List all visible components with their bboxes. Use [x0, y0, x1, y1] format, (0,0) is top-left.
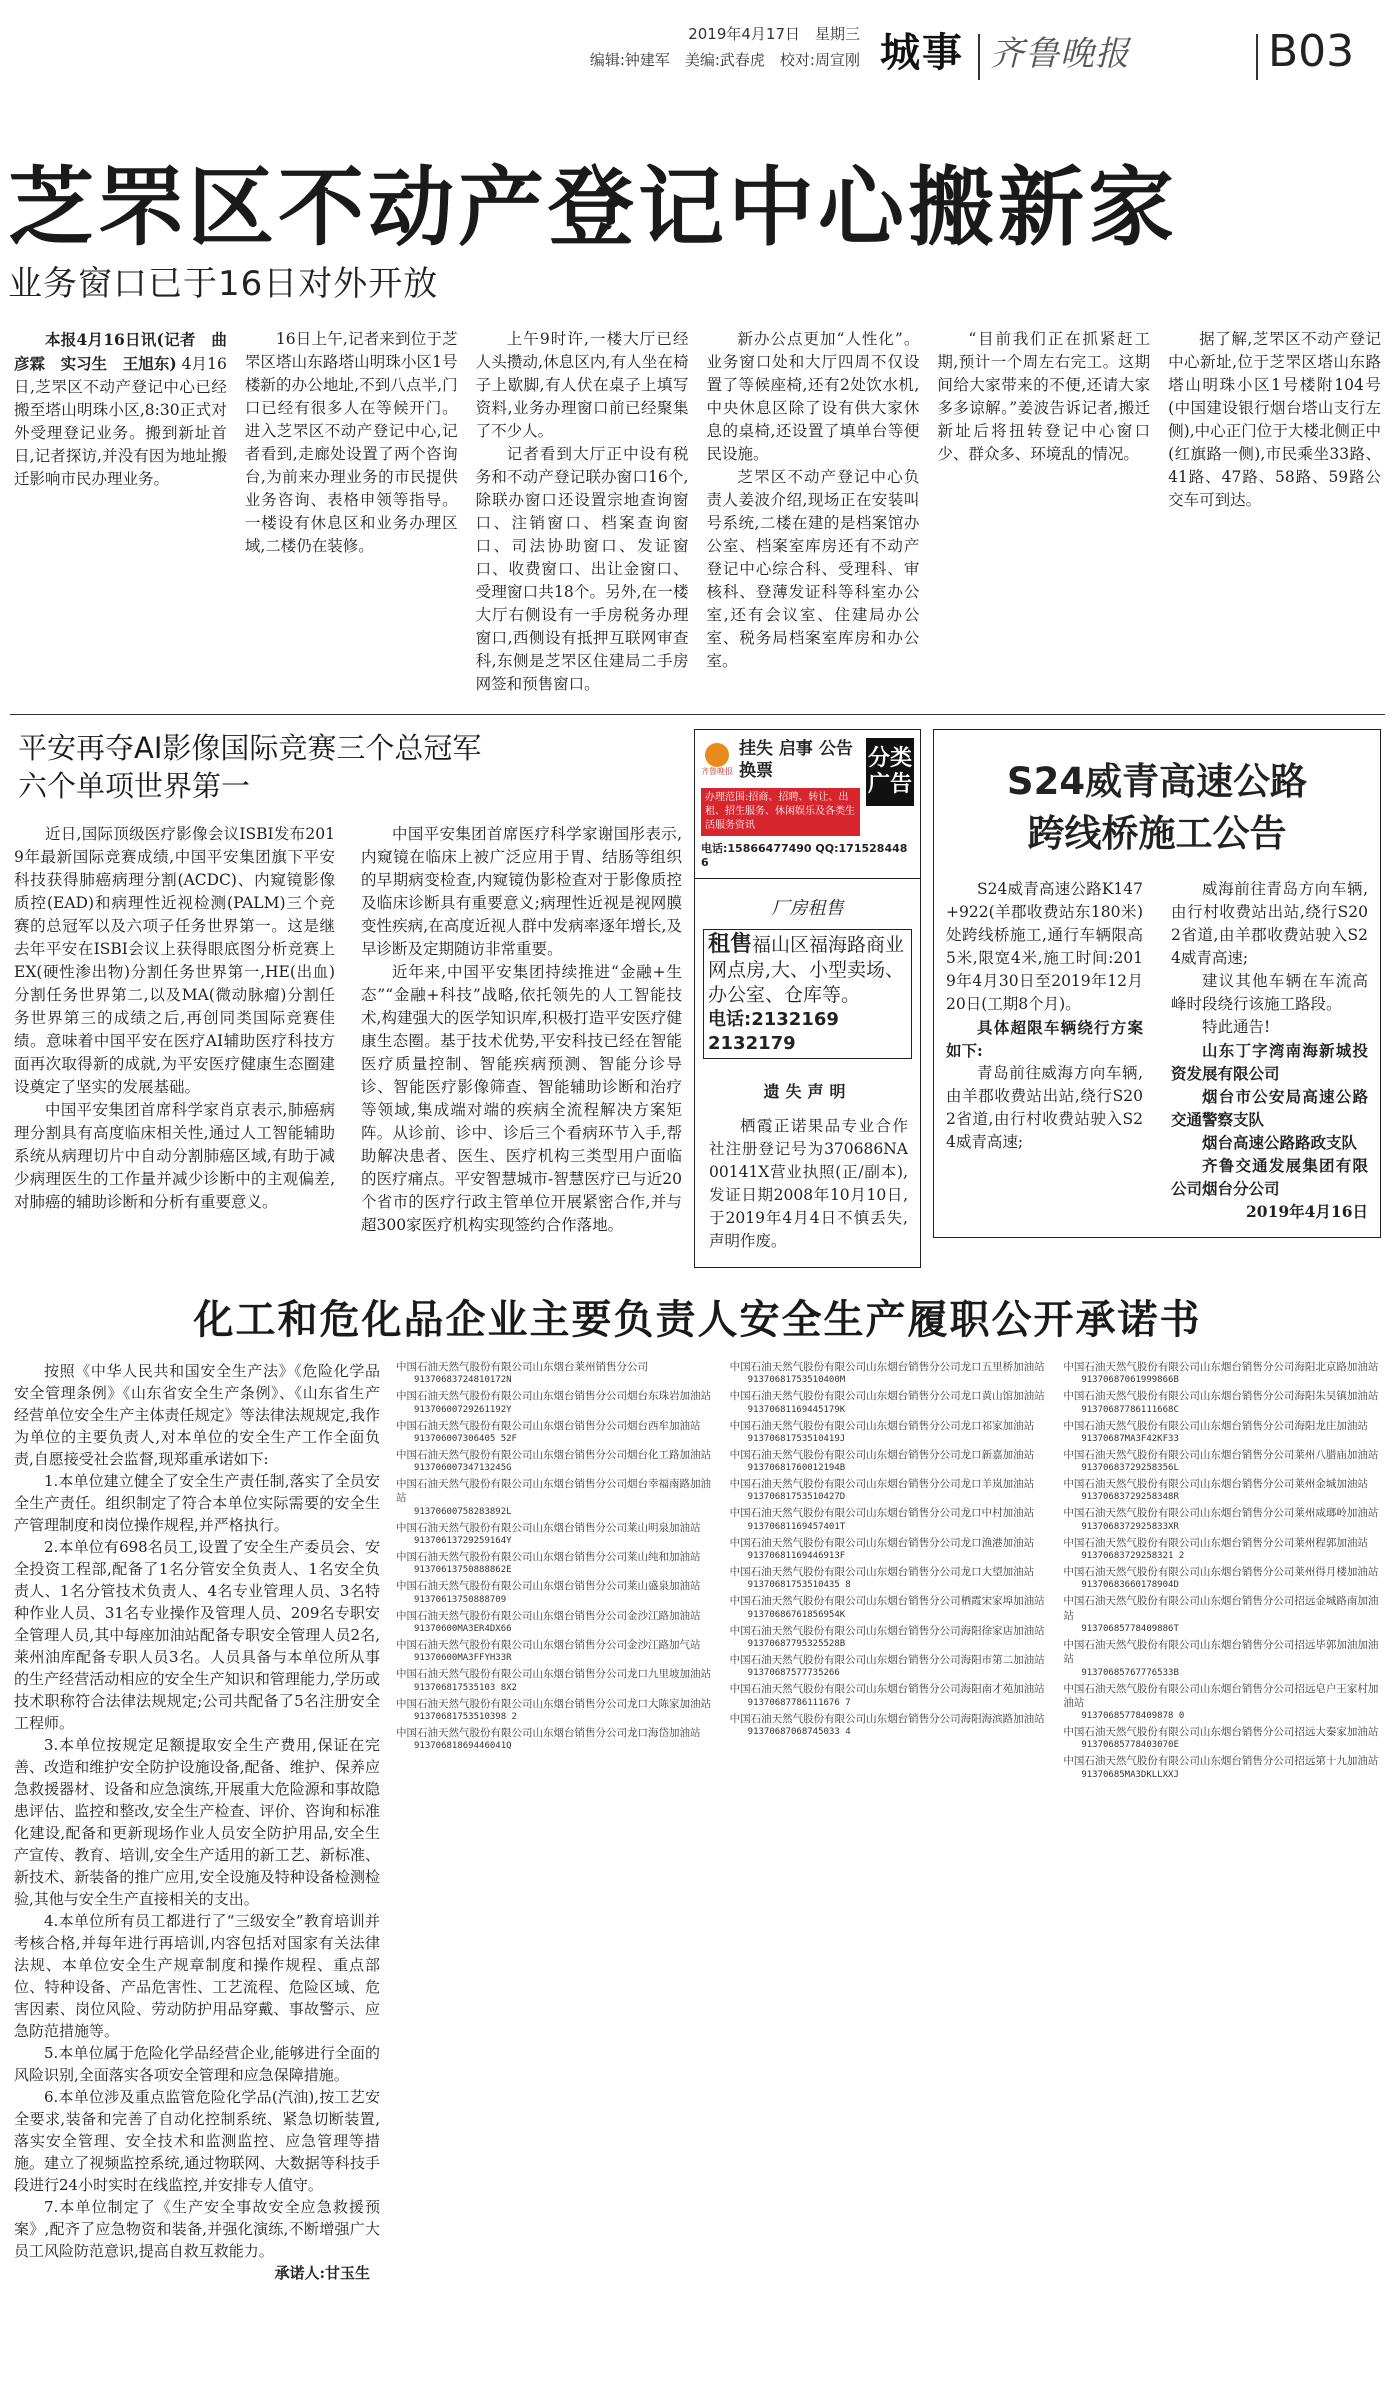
- station-name: 中国石油天然气股份有限公司山东烟台销售分公司烟台化工路加油站: [396, 1448, 711, 1461]
- station-entry: [396, 1638, 714, 1665]
- station-name: 中国石油天然气股份有限公司山东烟台莱州销售分公司: [396, 1361, 648, 1373]
- station-credit-code: 91370600729261192Y: [414, 1404, 512, 1415]
- station-entry: [396, 1521, 714, 1548]
- lead-article-body: [476, 328, 689, 696]
- station-entry: [396, 1477, 714, 1519]
- station-entry: [396, 1419, 714, 1446]
- station-credit-code: 91370681760012194B: [747, 1463, 846, 1474]
- issue-date: 2019年4月17日 星期三: [688, 25, 860, 43]
- station-list: [1063, 1360, 1381, 1784]
- station-name: 中国石油天然气股份有限公司山东烟台销售分公司招远皂户王家村加油站: [1063, 1682, 1379, 1709]
- s24-notice-title: [946, 756, 1368, 860]
- station-name: 中国石油天然气股份有限公司山东烟台销售分公司龙口祁家加油站: [729, 1419, 1035, 1432]
- classified-contact: 电话:15866477490 QQ:1715284486: [701, 842, 908, 869]
- station-name: 中国石油天然气股份有限公司山东烟台销售分公司烟台东珠岩加油站: [396, 1390, 711, 1403]
- station-name: 中国石油天然气股份有限公司山东烟台销售分公司烟台幸福南路加油站: [396, 1478, 711, 1505]
- station-name: 中国石油天然气股份有限公司山东烟台销售分公司招远金城路南加油站: [1063, 1595, 1379, 1622]
- editor-credits: 编辑:钟建军 美编:武春虎 校对:周宣刚: [589, 51, 860, 69]
- station-credit-code: 91370681753510419J: [747, 1433, 846, 1444]
- station-entry: [396, 1726, 714, 1753]
- classified-scope: 办理范围:招商、招聘、转让、出租、招生服务、休闲娱乐及各类生活服务资讯: [701, 788, 860, 836]
- station-entry: [730, 1536, 1048, 1563]
- section-divider: [10, 714, 1385, 715]
- page-number: B03: [1268, 26, 1355, 77]
- station-entry: [396, 1667, 714, 1694]
- closing: 特此通告!: [1202, 1018, 1271, 1036]
- station-credit-code: 91370600734713245G: [414, 1463, 512, 1474]
- station-name: 中国石油天然气股份有限公司山东烟台销售分公司莱州得月楼加油站: [1063, 1566, 1379, 1579]
- station-credit-code: 91370686761856954K: [747, 1609, 846, 1620]
- station-entry: [1063, 1448, 1381, 1475]
- station-credit-code: 91370687061999866B: [1081, 1375, 1179, 1386]
- station-entry: [1063, 1565, 1381, 1592]
- issuer: 烟台高速公路路政支队: [1202, 1133, 1358, 1152]
- paragraph: 1.本单位建立健全了安全生产责任制,落实了全员安全生产责任。组织制定了符合本单位实际需要的安全生产管理制度和岗位操作规程,并严格执行。: [14, 1472, 380, 1534]
- station-name: 中国石油天然气股份有限公司山东烟台销售分公司莱州金城加油站: [1063, 1478, 1368, 1491]
- station-name: 中国石油天然气股份有限公司山东烟台销售分公司海阳南才苑加油站: [729, 1683, 1045, 1696]
- station-name: 中国石油天然气股份有限公司山东烟台销售分公司龙口羊岚加油站: [729, 1478, 1035, 1491]
- station-entry: [396, 1609, 714, 1636]
- newspaper-logo: 齐鲁晚报: [990, 34, 1130, 74]
- station-entry: [1063, 1419, 1381, 1446]
- paragraph: “目前我们正在抓紧赶工期,预计一个周左右完工。这期间给大家带来的不便,还请大家多多谅解。”姜波告诉记者,搬迁新址后将扭转登记中心窗口少、群众多、环境乱的情况。: [937, 330, 1151, 463]
- paragraph: 栖霞正诺果品专业合作社注册登记号为370686NA00141X营业执照(正/副本),发证日期2008年10月10日,于2019年4月4日不慎丢失,声明作废。: [709, 1117, 908, 1250]
- paragraph: 据了解,芝罘区不动产登记中心新址,位于芝罘区塔山东路塔山明珠小区1号楼附104号(中国建设银行烟台塔山支行左侧),中心正门位于大楼北侧正中(红旗路一侧),市民乘坐33路、41路、47路、58路、59路公交车可到达。: [1168, 330, 1381, 509]
- station-credit-code: 91370687068745033 4: [747, 1726, 851, 1737]
- station-list: [730, 1360, 1048, 1741]
- masthead-divider: [978, 34, 980, 80]
- paragraph: 2.本单位有698名员工,设置了安全生产委员会、安全投资工程部,配备了1名分管安全负责人、1名安全负责人、1名分管技术负责人、4名专业管理人员、3名特种作业人员、31名专业操作及管理人员、209名专职安全管理人员,其中每座加油站配备专职安全管理人员2名,莱州油库配备专职人员3名。人员具备与本单位所从事的生产经营活动相应的安全生产知识和管理能力,学历或技术职称符合法律法规规定;公司共配备了5名注册安全工程师。: [14, 1538, 380, 1732]
- station-name: 中国石油天然气股份有限公司山东烟台销售分公司金沙江路加气站: [396, 1638, 701, 1651]
- pingan-article-columns: [14, 823, 682, 1237]
- pledge-headline: 化工和危化品企业主要负责人安全生产履职公开承诺书: [193, 1297, 1202, 1343]
- paragraph: 7.本单位制定了《生产安全事故安全应急救援预案》,配齐了应急物资和装备,并强化演练,不断增强广大员工风险防范意识,提高自救互救能力。: [14, 2198, 380, 2260]
- paragraph: 青岛前往威海方向车辆,由羊郡收费站出站,绕行S202省道,由行村收费站驶入S24威青高速;: [946, 1064, 1143, 1151]
- pledge-body: [14, 1360, 380, 2284]
- s24-notice-frame: [933, 729, 1381, 1238]
- station-entry: [396, 1697, 714, 1724]
- paragraph: 近日,国际顶级医疗影像会议ISBI发布2019年最新国际竞赛成绩,中国平安集团旗下平安科技获得肺癌病理分割(ACDC)、内窥镜影像质控(EAD)和病理性近视检测(PALM)三个竞赛的总冠军以及六项子任务世界第一。这是继去年平安在ISBI会议上获得眼底图分析竞赛上EX(硬性渗出物)分割任务世界第一,HE(出血)分割任务世界第二,以及MA(微动脉瘤)分割任务世界第三的成绩之后,再创同类国际竞赛佳绩。意味着中国平安在医疗AI辅助医疗科技方面再次取得新的成就,为平安医疗健康生态圈建设奠定了坚实的发展基础。: [14, 825, 335, 1096]
- lost-notice-body: [709, 1115, 908, 1253]
- masthead-divider: [1256, 34, 1258, 80]
- station-credit-code: 913706817535103 8X2: [414, 1682, 517, 1693]
- station-credit-code: 91370681169457401T: [747, 1521, 846, 1532]
- pledge-band: [14, 1360, 1381, 2284]
- logo-caption: 齐鲁晚报: [701, 767, 733, 776]
- paragraph: 威海前往青岛方向车辆,由行村收费站出站,绕行S202省道,由羊郡收费站驶入S24威青高速;: [1171, 880, 1368, 967]
- byline: 本报4月16日讯(记者 曲彦霖 实习生 王旭东): [14, 330, 227, 373]
- station-entry: [1063, 1754, 1381, 1781]
- classified-ad: [695, 730, 920, 879]
- headline-line: 跨线桥施工公告: [1027, 812, 1287, 855]
- newspaper-logo-icon: [705, 743, 729, 767]
- lead-article-columns: [14, 328, 1381, 696]
- station-entry: [396, 1550, 714, 1577]
- station-name: 中国石油天然气股份有限公司山东烟台销售分公司招远毕郭加油加油站: [1063, 1638, 1379, 1666]
- paragraph: 4月16日,芝罘区不动产登记中心已经搬至塔山明珠小区,8:30正式对外受理登记业务。搬到新址首日,记者探访,并没有因为地址搬迁影响市民办理业务。: [14, 355, 227, 488]
- page-content: [0, 140, 1395, 2314]
- station-credit-code: 91370683660178904D: [1081, 1580, 1179, 1591]
- station-entry: [396, 1389, 714, 1416]
- station-name: 中国石油天然气股份有限公司山东烟台销售分公司烟台西牟加油站: [396, 1419, 701, 1432]
- classified-badge: [866, 738, 914, 806]
- s24-notice-body: [1171, 878, 1368, 1223]
- station-credit-code: 91370613729259164Y: [414, 1536, 512, 1547]
- pledge-signer: 承诺人:甘玉生: [274, 2264, 370, 2282]
- station-credit-code: 91370600MA3ER4DX66: [414, 1623, 512, 1634]
- station-credit-code: 91370681753510400M: [747, 1375, 846, 1386]
- station-name: 中国石油天然气股份有限公司山东烟台销售分公司莱州八腊庙加油站: [1063, 1448, 1379, 1461]
- station-entry: [1063, 1638, 1381, 1680]
- station-name: 中国石油天然气股份有限公司山东烟台销售分公司海阳市第二加油站: [729, 1653, 1045, 1666]
- station-credit-code: 91370681753510427D: [747, 1492, 846, 1503]
- station-credit-code: 91370687MA3F42KF33: [1081, 1433, 1179, 1444]
- station-name: 中国石油天然气股份有限公司山东烟台销售分公司莱山明泉加油站: [396, 1521, 701, 1534]
- station-name: 中国石油天然气股份有限公司山东烟台销售分公司龙口中村加油站: [729, 1507, 1035, 1520]
- station-credit-code: 91370613750888862E: [414, 1565, 512, 1576]
- station-name: 中国石油天然气股份有限公司山东烟台销售分公司莱山盛泉加油站: [396, 1580, 701, 1593]
- classified-logo: [701, 743, 733, 777]
- lead-subheadline: 业务窗口已于16日对外开放: [8, 264, 439, 304]
- paragraph: S24威青高速公路K147+922(羊郡收费站东180米)处跨线桥施工,通行车辆限高5米,限宽4米,施工时间:2019年4月30日至2019年12月20日(工期8个月)。: [946, 880, 1143, 1013]
- station-credit-code: 91370687786111676 7: [747, 1697, 851, 1708]
- station-entry: [730, 1360, 1048, 1387]
- ads-column-frame: [694, 729, 921, 1268]
- station-entry: [730, 1653, 1048, 1680]
- paragraph: 记者看到大厅正中设有税务和不动产登记联办窗口16个,除联办窗口还设置宗地查询窗口、注销窗口、档案查询窗口、司法协助窗口、发证窗口、收费窗口、出让金窗口、受理窗口共18个。另外,在一楼大厅右侧设有一手房税务办理窗口,西侧设有抵押互联网审查科,东侧是芝罘区住建局二手房网签和预售窗口。: [475, 445, 689, 693]
- station-credit-code: 91370685767776533B: [1081, 1667, 1179, 1678]
- station-credit-code: 91370600MA3FFYH33R: [414, 1653, 512, 1664]
- station-credit-code: 91370687786111668C: [1081, 1404, 1179, 1415]
- station-entry: [1063, 1506, 1381, 1533]
- paragraph: 建议其他车辆在车流高峰时段绕行该施工路段。: [1171, 972, 1368, 1013]
- pingan-article-body: [14, 823, 335, 1214]
- station-credit-code: 91370683729258321 2: [1081, 1551, 1185, 1562]
- station-entry: [730, 1448, 1048, 1475]
- station-credit-code: 91370683729258348R: [1081, 1492, 1179, 1503]
- paragraph: 6.本单位涉及重点监管危险化学品(汽油),按工艺安全要求,装备和完善了自动化控制系统、紧急切断装置,落实安全管理、安全技术和监测监控、应急管理等措施。建立了视频监控系统,通过物联网、大数据等科技手段进行24小时实时在线监控,并安排专人值守。: [14, 2088, 380, 2194]
- station-credit-code: 91370687795325528B: [747, 1638, 846, 1649]
- station-credit-code: 91370683729258356L: [1081, 1463, 1179, 1474]
- paragraph: 按照《中华人民共和国安全生产法》《危险化学品安全管理条例》《山东省安全生产条例》、《山东省生产经营单位安全生产主体责任规定》等法律法规规定,我作为单位的主要负责人,对本单位的安全生产工作全面负责,自愿接受社会监督,现郑重承诺如下:: [14, 1362, 380, 1468]
- station-entry: [730, 1389, 1048, 1416]
- station-name: 中国石油天然气股份有限公司山东烟台销售分公司海阳北京路加油站: [1063, 1361, 1379, 1373]
- badge-line: 分类: [867, 746, 912, 771]
- paragraph: 3.本单位按规定足额提取安全生产费用,保证在完善、改造和维护安全防护设施设备,配备、维护、保养应急救援器材、设备和应急演练,开展重大危险源和事故隐患评估、监控和整改,安全生产检查、评价、咨询和标准化建设,配备和更新现场作业人员安全防护用品,安全生产宣传、教育、培训,安全生产适用的新工艺、新标准、新技术、新装备的推广应用,安全设施及特种设备检测检验,其他与安全生产直接相关的支出。: [14, 1736, 380, 1908]
- headline-line: 六个单项世界第一: [18, 769, 251, 803]
- lead-article-body: [14, 328, 227, 491]
- section-name: 城事: [880, 30, 964, 76]
- station-entry: [730, 1419, 1048, 1446]
- station-entry: [730, 1682, 1048, 1709]
- station-credit-code: 9137068372925833XR: [1081, 1521, 1179, 1532]
- station-entry: [730, 1712, 1048, 1739]
- s24-notice-body: [946, 878, 1143, 1154]
- station-name: 中国石油天然气股份有限公司山东烟台销售分公司海阳徐家店加油站: [729, 1624, 1045, 1637]
- station-name: 中国石油天然气股份有限公司山东烟台销售分公司金沙江路加油站: [396, 1609, 701, 1622]
- station-name: 中国石油天然气股份有限公司山东烟台销售分公司莱山纯和加油站: [396, 1551, 701, 1564]
- badge-line: 广告: [867, 772, 912, 797]
- station-entry: [1063, 1477, 1381, 1504]
- rental-ad-title: 厂房租售: [771, 898, 844, 919]
- station-credit-code: 91370685MA3DKLLXXJ: [1081, 1769, 1179, 1780]
- station-credit-code: 91370685778409886T: [1081, 1623, 1179, 1634]
- station-entry: [1063, 1389, 1381, 1416]
- station-name: 中国石油天然气股份有限公司山东烟台销售分公司龙口新嘉加油站: [729, 1448, 1035, 1461]
- station-credit-code: 91370685778403070E: [1081, 1740, 1179, 1751]
- lead-article-body: [245, 328, 458, 558]
- station-credit-code: 91370600758283892L: [414, 1506, 512, 1517]
- station-entry: [730, 1624, 1048, 1651]
- station-credit-code: 91370683724810172N: [414, 1375, 512, 1386]
- station-entry: [1063, 1594, 1381, 1636]
- station-entry: [1063, 1682, 1381, 1724]
- station-name: 中国石油天然气股份有限公司山东烟台销售分公司龙口五里桥加油站: [729, 1361, 1045, 1373]
- station-name: 中国石油天然气股份有限公司山东烟台销售分公司莱州咸瑯岭加油站: [1063, 1507, 1379, 1520]
- station-entry: [730, 1565, 1048, 1592]
- paragraph: 16日上午,记者来到位于芝罘区塔山东路塔山明珠小区1号楼新的办公地址,不到八点半,门口已经有很多人在等候开门。进入芝罘区不动产登记中心,记者看到,走廊处设置了两个咨询台,为前来办理业务的市民提供业务咨询、表格申领等指导。一楼设有休息区和业务办理区域,二楼仍在装修。: [244, 330, 458, 555]
- station-name: 中国石油天然气股份有限公司山东烟台销售分公司龙口大望加油站: [729, 1566, 1035, 1579]
- station-name: 中国石油天然气股份有限公司山东烟台销售分公司莱州程郭加油站: [1063, 1536, 1368, 1549]
- pingan-article-body: [361, 823, 682, 1237]
- station-name: 中国石油天然气股份有限公司山东烟台销售分公司龙口大陈家加油站: [396, 1697, 711, 1710]
- headline-line: 平安再夺AI影像国际竞赛三个总冠军: [18, 731, 482, 765]
- paragraph: 中国平安集团首席科学家肖京表示,肺癌病理分割具有高度临床相关性,通过人工智能辅助系统从病理切片中自动分割肺癌区域,有助于减少病理医生的工作量并减少诊断中的主观偏差,对肺癌的辅助诊断和分析有重要意义。: [14, 1101, 335, 1211]
- lost-notice-title: 遗失声明: [763, 1082, 852, 1101]
- station-credit-code: 91370687577735266: [747, 1668, 840, 1679]
- station-name: 中国石油天然气股份有限公司山东烟台销售分公司龙口海岱加油站: [396, 1726, 701, 1739]
- classified-heading: 挂失 启事 公告 换票: [739, 739, 853, 781]
- issuer: 山东丁字湾南海新城投资发展有限公司: [1171, 1041, 1368, 1083]
- station-name: 中国石油天然气股份有限公司山东烟台销售分公司海阳龙庄加油站: [1063, 1419, 1368, 1432]
- detour-heading: 具体超限车辆绕行方案如下:: [946, 1018, 1143, 1060]
- station-name: 中国石油天然气股份有限公司山东烟台销售分公司龙口渔港加油站: [729, 1536, 1035, 1549]
- paragraph: 4.本单位所有员工都进行了“三级安全”教育培训并考核合格,并每年进行再培训,内容包括对国家有关法律法规、本单位安全生产规章制度和操作规程、重点部位、特种设备、产品危害性、工艺流程、危险区域、危害因素、岗位风险、劳动防护用品穿戴、事故警示、应急防范措施等。: [14, 1912, 380, 2040]
- station-name: 中国石油天然气股份有限公司山东烟台销售分公司海阳海滨路加油站: [729, 1712, 1045, 1725]
- station-entry: [396, 1579, 714, 1606]
- station-entry: [730, 1506, 1048, 1533]
- station-credit-code: 91370613750888709: [414, 1594, 507, 1605]
- paragraph: 新办公点更加“人性化”。业务窗口处和大厅四周不仅设置了等候座椅,还有2处饮水机,中央休息区除了设有供大家休息的桌椅,还设置了填单台等便民设施。: [706, 330, 920, 463]
- station-name: 中国石油天然气股份有限公司山东烟台销售分公司招远大秦家加油站: [1063, 1726, 1379, 1739]
- issuer: 烟台市公安局高速公路交通警察支队: [1171, 1087, 1368, 1129]
- station-entry: [1063, 1360, 1381, 1387]
- middle-band: [14, 729, 1381, 1268]
- station-credit-code: 91370681169446913F: [747, 1551, 846, 1562]
- lead-headline: 芝罘区不动产登记中心搬新家: [8, 158, 1178, 258]
- station-entry: [730, 1477, 1048, 1504]
- lead-article-body: [1168, 328, 1381, 512]
- headline-line: S24威青高速公路: [1006, 760, 1308, 803]
- station-name: 中国石油天然气股份有限公司山东烟台销售分公司海阳朱吴镇加油站: [1063, 1390, 1379, 1403]
- station-name: 中国石油天然气股份有限公司山东烟台销售分公司龙口九里坡加油站: [396, 1668, 711, 1681]
- station-credit-code: 91370681753510435 8: [747, 1580, 851, 1591]
- station-credit-code: 91370681869446041Q: [414, 1741, 512, 1752]
- station-name: 中国石油天然气股份有限公司山东烟台销售分公司龙口黄山馆加油站: [729, 1390, 1045, 1403]
- station-entry: [1063, 1536, 1381, 1563]
- pingan-story: [14, 729, 682, 1237]
- rental-phone: 电话:2132169 2132179: [708, 1009, 839, 1054]
- station-entry: [396, 1360, 714, 1387]
- lead-article-body: [937, 328, 1150, 466]
- station-entry: [396, 1448, 714, 1475]
- station-entry: [1063, 1725, 1381, 1752]
- station-name: 中国石油天然气股份有限公司山东烟台销售分公司栖霞宋家埠加油站: [729, 1595, 1045, 1608]
- station-credit-code: 91370681169445179K: [747, 1404, 846, 1415]
- station-list: [396, 1360, 714, 1755]
- station-credit-code: 91370681753510398 2: [414, 1711, 517, 1722]
- s24-notice-columns: [946, 878, 1368, 1223]
- station-credit-code: 913706007306405 52F: [414, 1433, 517, 1444]
- rental-ad: [703, 929, 912, 1059]
- paragraph: 上午9时许,一楼大厅已经人头攒动,休息区内,有人坐在椅子上歇脚,有人伏在桌子上填写资料,业务办理窗口前已经聚集了不少人。: [475, 330, 689, 440]
- lead-article-body: [706, 328, 919, 673]
- pingan-headline: [18, 729, 682, 805]
- station-credit-code: 91370685778409878 0: [1081, 1711, 1185, 1722]
- paragraph: 芝罘区不动产登记中心负责人姜波介绍,现场正在安装叫号系统,二楼在建的是档案馆办公室、档案室库房还有不动产登记中心综合科、受理科、审核科、登薄发证科等科室办公室,还有会议室、住建局办公室、税务局档案室库房和办公室。: [706, 468, 920, 670]
- notice-date: 2019年4月16日: [1246, 1202, 1368, 1221]
- issuer: 齐鲁交通发展集团有限公司烟台分公司: [1171, 1156, 1368, 1198]
- classified-main: [701, 738, 860, 836]
- paragraph: 近年来,中国平安集团持续推进“金融+生态”“金融+科技”战略,依托领先的人工智能技术,构建强大的医学知识库,积极打造平安医疗健康生态圈。基于技术优势,平安科技已经在智能医疗质量控制、智能疾病预测、智能分诊导诊、智能医疗影像筛查、智能辅助诊断和治疗等领域,集成端对端的疾病全流程解决方案矩阵。从诊前、诊中、诊后三个看病环节入手,帮助解决患者、医生、医疗机构三类型用户面临的医疗痛点。平安智慧城市-智慧医疗已与近20个省市的医疗行政主管单位开展紧密合作,并与超300家医疗机构实现签约合作落地。: [361, 963, 682, 1234]
- station-entry: [730, 1594, 1048, 1621]
- paragraph: 5.本单位属于危险化学品经营企业,能够进行全面的风险识别,全面落实各项安全管理和应急保障措施。: [14, 2044, 380, 2084]
- paragraph: 中国平安集团首席医疗科学家谢国彤表示,内窥镜在临床上被广泛应用于胃、结肠等组织的早期病变检查,内窥镜伪影检查对于影像质控及临床诊断具有重要意义;病理性近视是视网膜变性疾病,在高度近视人群中发病率逐年增长,及早诊断及定期随访非常重要。: [361, 825, 682, 958]
- rental-body: 福山区福海路商业网点房,大、小型卖场、办公室、仓库等。: [708, 934, 905, 1006]
- rental-label: 租售: [708, 932, 753, 957]
- station-name: 中国石油天然气股份有限公司山东烟台销售分公司招远第十九加油站: [1063, 1755, 1379, 1768]
- classified-brand-row: [701, 738, 860, 782]
